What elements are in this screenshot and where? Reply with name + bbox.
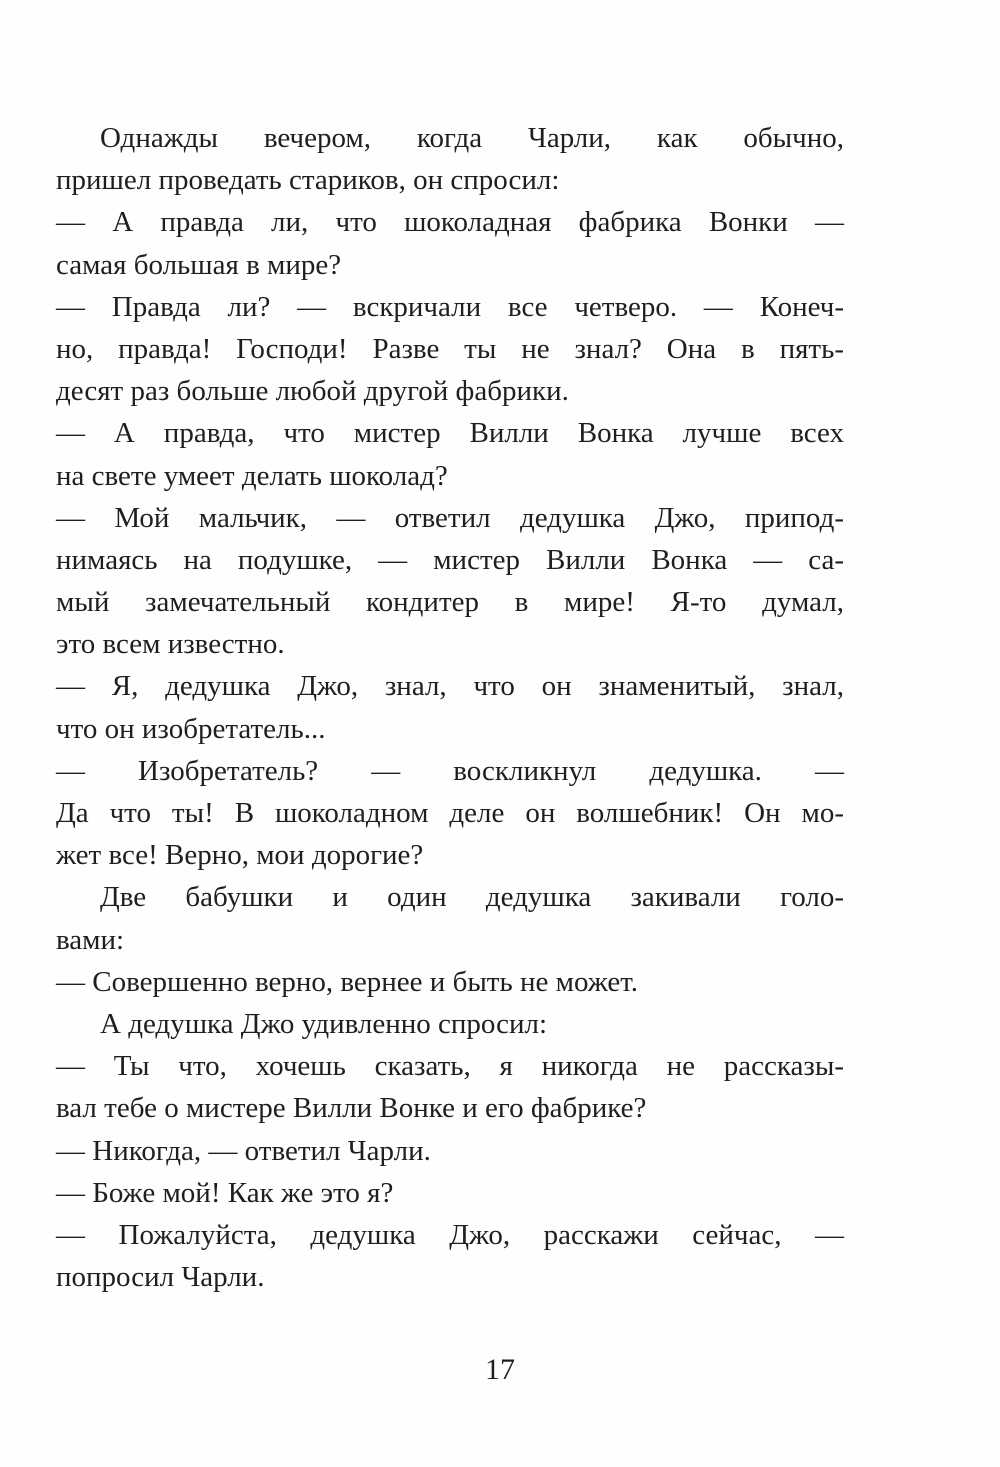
text-line: десят раз больше любой другой фабрики. xyxy=(56,375,569,408)
text-line: вами: xyxy=(56,923,125,956)
text-line: Да что ты! В шоколадном деле он волшебник! Он мо- xyxy=(56,797,844,829)
text-line: — Совершенно верно, вернее и быть не может. xyxy=(56,965,638,998)
text-line: Однажды вечером, когда Чарли, как обычно, xyxy=(100,122,844,154)
text-line: — Мой мальчик, — ответил дедушка Джо, припод- xyxy=(56,501,844,534)
text-line: — А правда, что мистер Вилли Вонка лучше всех xyxy=(56,417,844,450)
body-text xyxy=(56,117,844,1298)
page-number: 17 xyxy=(485,1353,515,1386)
text-line: — Изобретатель? — воскликнул дедушка. — xyxy=(56,754,844,787)
text-line: — Боже мой! Как же это я? xyxy=(56,1176,394,1209)
text-line: — Никогда, — ответил Чарли. xyxy=(56,1134,431,1167)
text-line: жет все! Верно, мои дорогие? xyxy=(56,839,424,872)
text-line: — Я, дедушка Джо, знал, что он знаменитый, знал, xyxy=(56,670,844,703)
text-line: что он изобретатель... xyxy=(56,712,326,745)
text-line: — А правда ли, что шоколадная фабрика Вонки — xyxy=(56,206,844,239)
text-line: на свете умеет делать шоколад? xyxy=(56,459,448,492)
text-line: пришел проведать стариков, он спросил: xyxy=(56,164,560,197)
text-line: попросил Чарли. xyxy=(56,1261,265,1294)
text-line: — Пожалуйста, дедушка Джо, расскажи сейчас, — xyxy=(56,1218,844,1251)
text-line: — Правда ли? — вскричали все четверо. — Конеч- xyxy=(56,290,844,323)
text-line: самая большая в мире? xyxy=(56,248,342,281)
text-line: — Ты что, хочешь сказать, я никогда не рассказы- xyxy=(56,1050,844,1083)
text-line: мый замечательный кондитер в мире! Я-то думал, xyxy=(56,586,844,619)
text-line: нимаясь на подушке, — мистер Вилли Вонка — са- xyxy=(56,543,844,576)
text-line: Две бабушки и один дедушка закивали голо- xyxy=(100,881,844,914)
text-line: А дедушка Джо удивленно спросил: xyxy=(100,1007,548,1040)
text-line: но, правда! Господи! Разве ты не знал? Она в пять- xyxy=(56,332,844,365)
text-line: это всем известно. xyxy=(56,628,285,661)
text-line: вал тебе о мистере Вилли Вонке и его фабрике? xyxy=(56,1092,647,1125)
